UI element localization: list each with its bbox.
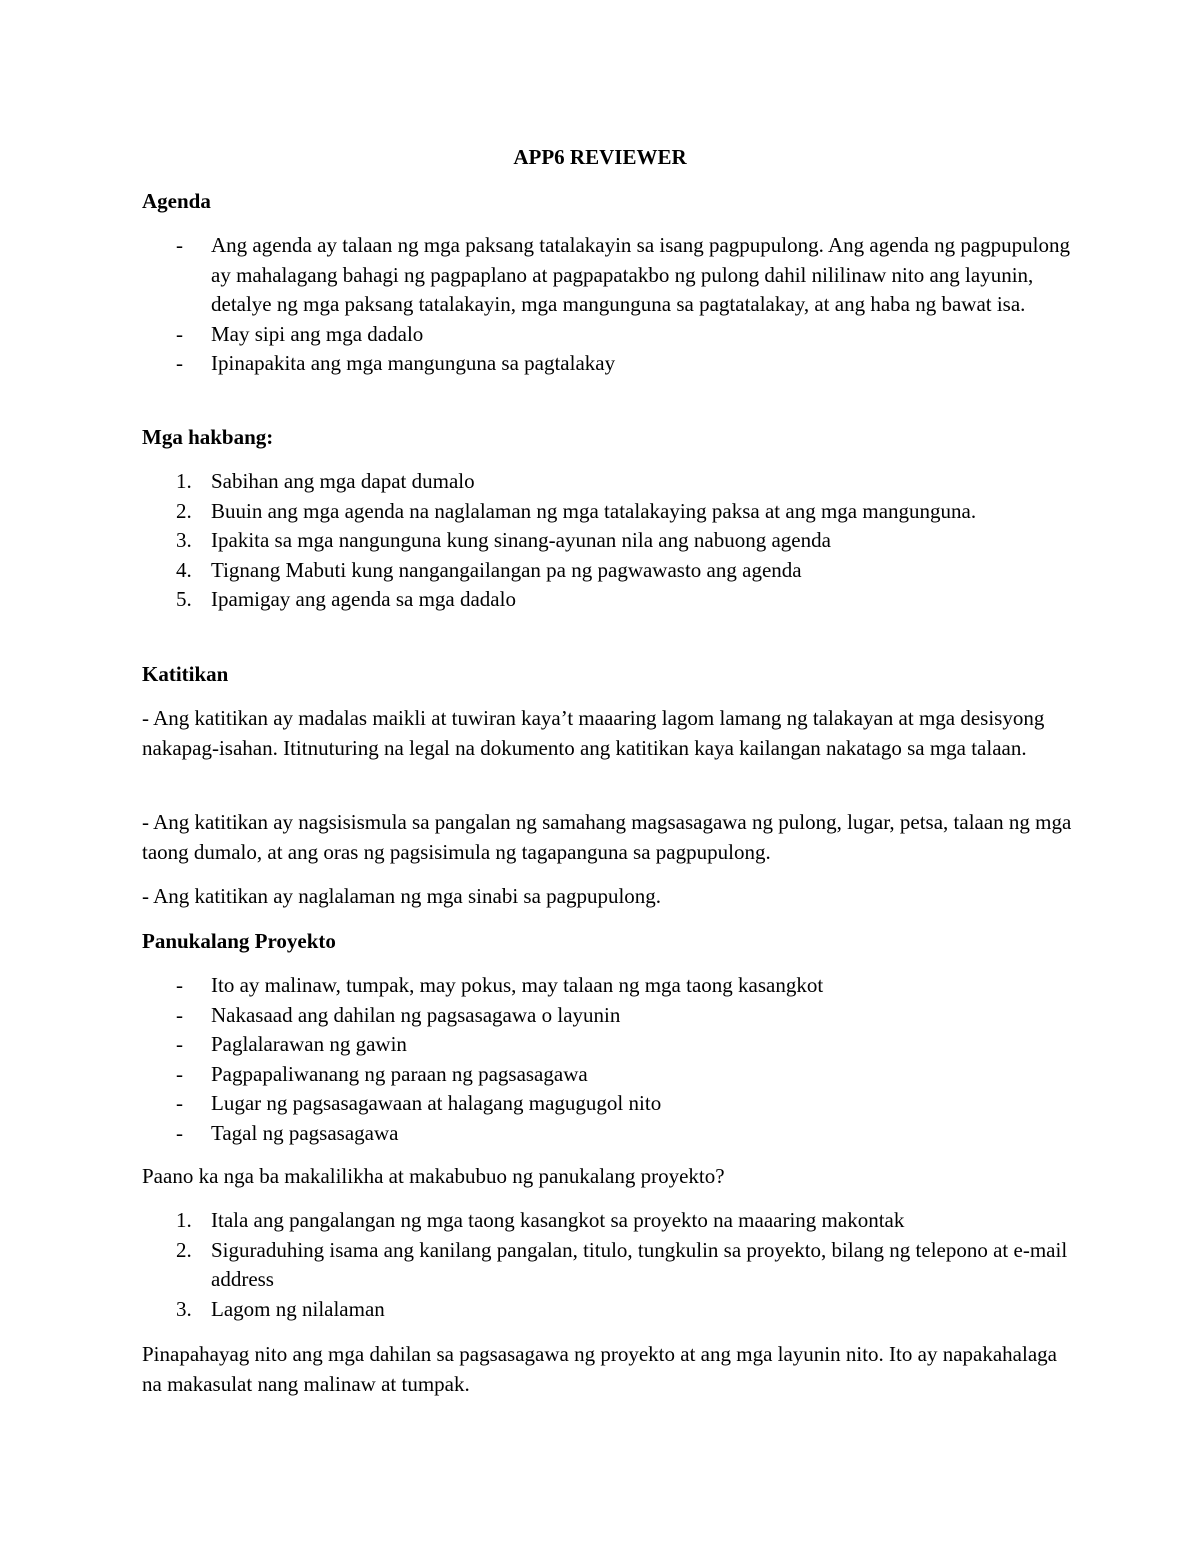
heading-agenda: Agenda — [142, 189, 211, 213]
list-item-text: Siguraduhing isama ang kanilang pangalan, titulo, tungkulin sa proyekto, bilang ng telepono at e-mail address — [211, 1237, 1068, 1291]
list-item — [142, 1236, 1082, 1295]
list-item-text: May sipi ang mga dadalo — [211, 321, 424, 346]
list-item-text: Lugar ng pagsasagawaan at halagang magugugol nito — [211, 1091, 662, 1115]
list-item-text: Sabihan ang mga dapat dumalo — [211, 469, 475, 493]
dash-marker: - — [176, 1091, 183, 1115]
dash-marker: - — [176, 1120, 183, 1145]
number-marker: 1. — [176, 1208, 192, 1232]
list-item — [142, 497, 1082, 527]
list-item — [142, 1295, 1082, 1325]
list-item — [142, 1060, 1082, 1090]
katitikan-paragraph-1: - Ang katitikan ay madalas maikli at tuwiran kaya’t maaaring lagom lamang ng talakayan at mga desisyong nakapag-isahan. Ititnuturing na legal na dokumento ang katitikan kaya kailangan nakatago sa mga talaan. — [142, 706, 1045, 760]
list-item-text: Buuin ang mga agenda na naglalaman ng mga tatalakaying paksa at ang mga mangunguna. — [211, 498, 977, 523]
document-title: APP6 REVIEWER — [513, 145, 687, 169]
dash-marker: - — [176, 321, 183, 346]
list-item-text: Ang agenda ay talaan ng mga paksang tatalakayin sa isang pagpupulong. Ang agenda ng pagpupulong ay mahalagang bahagi ng pagpaplano at pagpapatakbo ng pulong dahil nililinaw nito ang layunin, detalye ng mga paksang tatalakayin, mga mangunguna sa pagtatalakay, at ang haba ng bawat isa. — [211, 233, 1071, 316]
dash-marker: - — [176, 1032, 183, 1056]
list-item-text: Lagom ng nilalaman — [211, 1296, 385, 1321]
list-item — [142, 231, 1082, 320]
list-item — [142, 1119, 1082, 1149]
number-marker: 2. — [176, 498, 192, 523]
list-item — [142, 320, 1082, 350]
list-item — [142, 349, 1082, 379]
number-marker: 5. — [176, 587, 192, 611]
list-item — [142, 1030, 1082, 1060]
dash-marker: - — [176, 973, 183, 997]
dash-marker: - — [176, 1002, 183, 1027]
katitikan-paragraph-3: - Ang katitikan ay naglalaman ng mga sinabi sa pagpupulong. — [142, 884, 662, 908]
list-item-text: Nakasaad ang dahilan ng pagsasagawa o layunin — [211, 1002, 621, 1027]
list-item-text: Ipakita sa mga nangunguna kung sinang-ayunan nila ang nabuong agenda — [211, 528, 831, 552]
number-marker: 2. — [176, 1237, 192, 1262]
list-item-text: Paglalarawan ng gawin — [211, 1032, 407, 1056]
panukala-steps-list — [142, 1206, 1082, 1324]
list-item-text: Ipinapakita ang mga mangunguna sa pagtalakay — [211, 351, 616, 375]
list-item-text: Ipamigay ang agenda sa mga dadalo — [211, 587, 516, 611]
katitikan-paragraph-2: - Ang katitikan ay nagsisismula sa pangalan ng samahang magsasagawa ng pulong, lugar, petsa, talaan ng mga taong dumalo, at ang oras ng pagsisimula ng tagapanguna sa pagpupulong. — [142, 810, 1072, 864]
number-marker: 4. — [176, 557, 192, 582]
hakbang-list — [142, 467, 1082, 615]
panukala-list — [142, 971, 1082, 1148]
agenda-list — [142, 231, 1082, 379]
dash-marker: - — [176, 351, 183, 375]
number-marker: 3. — [176, 1296, 192, 1321]
list-item-text: Pagpapaliwanang ng paraan ng pagsasagawa — [211, 1061, 588, 1086]
panukala-question: Paano ka nga ba makalilikha at makabubuo ng panukalang proyekto? — [142, 1164, 725, 1188]
dash-marker: - — [176, 1061, 183, 1086]
list-item — [142, 526, 1082, 556]
list-item — [142, 1001, 1082, 1031]
list-item-text: Itala ang pangalangan ng mga taong kasangkot sa proyekto na maaaring makontak — [211, 1208, 905, 1232]
number-marker: 1. — [176, 469, 192, 493]
list-item-text: Tagal ng pagsasagawa — [211, 1120, 399, 1145]
list-item — [142, 1089, 1082, 1119]
list-item — [142, 556, 1082, 586]
list-item-text: Tignang Mabuti kung nangangailangan pa ng pagwawasto ang agenda — [211, 557, 802, 582]
list-item — [142, 1206, 1082, 1236]
panukala-closing-paragraph: Pinapahayag nito ang mga dahilan sa pagsasagawa ng proyekto at ang mga layunin nito. Ito ay napakahalaga na makasulat nang malinaw at tumpak. — [142, 1342, 1057, 1396]
list-item — [142, 971, 1082, 1001]
number-marker: 3. — [176, 528, 192, 552]
heading-katitikan: Katitikan — [142, 662, 229, 686]
list-item-text: Ito ay malinaw, tumpak, may pokus, may talaan ng mga taong kasangkot — [211, 973, 824, 997]
list-item — [142, 585, 1082, 615]
list-item — [142, 467, 1082, 497]
heading-mga-hakbang: Mga hakbang: — [142, 425, 274, 449]
heading-panukalang-proyekto: Panukalang Proyekto — [142, 929, 336, 953]
dash-marker: - — [176, 233, 183, 257]
